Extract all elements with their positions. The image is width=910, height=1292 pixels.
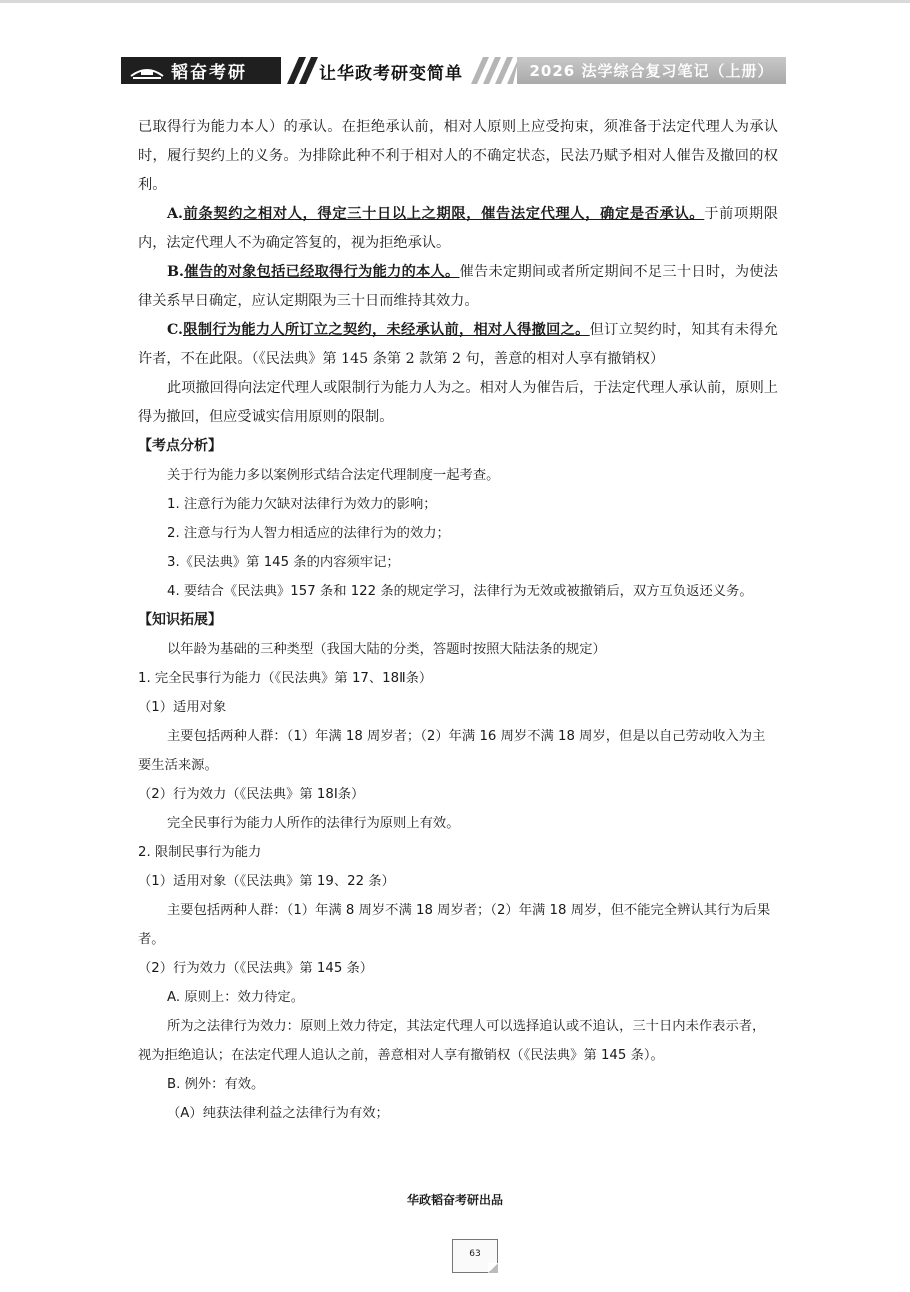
heading-level-2: （2）行为效力（《民法典》第 18Ⅰ条）: [138, 787, 365, 802]
heading-level-1: 1. 完全民事行为能力（《民法典》第 17、18Ⅱ条）: [138, 671, 433, 686]
analysis-item: 3.《民法典》第 145 条的内容须牢记；: [167, 555, 400, 570]
page-number-box: [452, 1239, 498, 1273]
clause-text: 催告未定期间或者所定期间不足三十日时，为使法律关系早日确定，应认定期限为三十日而维持其效力。: [138, 264, 778, 309]
clause-label: B.: [167, 264, 184, 280]
body-text: 主要包括两种人群：（1）年满 8 周岁不满 18 周岁者；（2）年满 18 周岁，但不能完全辨认其行为后果者。: [138, 903, 771, 947]
heading-level-2: （1）适用对象（《民法典》第 19、22 条）: [138, 874, 395, 889]
brand-logo: [121, 57, 281, 84]
page-number: 63: [469, 1249, 481, 1259]
clause-text: 但订立契约时，知其有未得允许者，不在此限。（《民法典》第 145 条第 2 款第 2 句，善意的相对人享有撤销权）: [138, 322, 778, 367]
header-slogan: 让华政考研变简单: [319, 64, 463, 84]
clause-b: [138, 258, 778, 316]
section-title-extension: 【知识拓展】: [138, 612, 222, 628]
book-logo-icon: [129, 62, 165, 80]
slash-decoration-right: [467, 57, 519, 84]
page-fold-icon: [488, 1263, 498, 1273]
clause-text: 于前项期限内，法定代理人不为确定答复的，视为拒绝承认。: [138, 206, 778, 251]
body-text: 主要包括两种人群：（1）年满 18 周岁者；（2）年满 16 周岁不满 18 周岁，但是以自己劳动收入为主要生活来源。: [138, 729, 766, 773]
analysis-item: 2. 注意与行为人智力相适应的法律行为的效力；: [167, 526, 450, 541]
body-text: 完全民事行为能力人所作的法律行为原则上有效。: [167, 816, 460, 831]
clause-label: C.: [167, 322, 183, 338]
clause-emphasis: 限制行为能力人所订立之契约，未经承认前，相对人得撤回之。: [182, 322, 590, 338]
clause-emphasis: 催告的对象包括已经取得行为能力的本人。: [183, 264, 460, 280]
paragraph: 此项撤回得向法定代理人或限制行为能力人为之。相对人为催告后，于法定代理人承认前，原则上得为撤回，但应受诚实信用原则的限制。: [138, 380, 778, 425]
analysis-item: 1. 注意行为能力欠缺对法律行为效力的影响；: [167, 497, 437, 512]
brand-name: 韬奋考研: [171, 63, 247, 83]
page-content: [138, 113, 778, 1128]
heading-level-2: （1）适用对象: [138, 700, 227, 715]
section-title-analysis: 【考点分析】: [138, 438, 222, 454]
slash-decoration: [281, 57, 321, 84]
analysis-intro: 关于行为能力多以案例形式结合法定代理制度一起考查。: [167, 468, 500, 483]
heading-level-3: A. 原则上：效力待定。: [167, 990, 304, 1005]
analysis-item: 4. 要结合《民法典》157 条和 122 条的规定学习，法律行为无效或被撤销后，双方互负返还义务。: [167, 584, 753, 599]
extension-intro: 以年龄为基础的三种类型（我国大陆的分类，答题时按照大陆法条的规定）: [167, 642, 606, 657]
heading-level-1: 2. 限制民事行为能力: [138, 845, 262, 860]
heading-level-3: B. 例外：有效。: [167, 1077, 265, 1092]
clause-c: [138, 316, 778, 374]
top-border: [0, 0, 910, 3]
clause-a: [138, 200, 778, 258]
footer-publisher: 华政韬奋考研出品: [406, 1193, 503, 1207]
clause-emphasis: 前条契约之相对人，得定三十日以上之期限，催告法定代理人，确定是否承认。: [182, 206, 705, 222]
book-title: 2026 法学综合复习笔记（上册）: [517, 57, 786, 84]
clause-label: A.: [167, 206, 183, 222]
list-item: （A）纯获法律利益之法律行为有效；: [167, 1106, 389, 1121]
paragraph: 已取得行为能力本人）的承认。在拒绝承认前，相对人原则上应受拘束，须准备于法定代理人为承认时，履行契约上的义务。为排除此种不利于相对人的不确定状态，民法乃赋予相对人催告及撤回的权利。: [138, 119, 778, 193]
body-text: 所为之法律行为效力：原则上效力待定，其法定代理人可以选择追认或不追认，三十日内未作表示者，视为拒绝追认；在法定代理人追认之前，善意相对人享有撤销权（《民法典》第 145 条）。: [138, 1019, 766, 1063]
heading-level-2: （2）行为效力（《民法典》第 145 条）: [138, 961, 374, 976]
page-header: [121, 57, 786, 84]
